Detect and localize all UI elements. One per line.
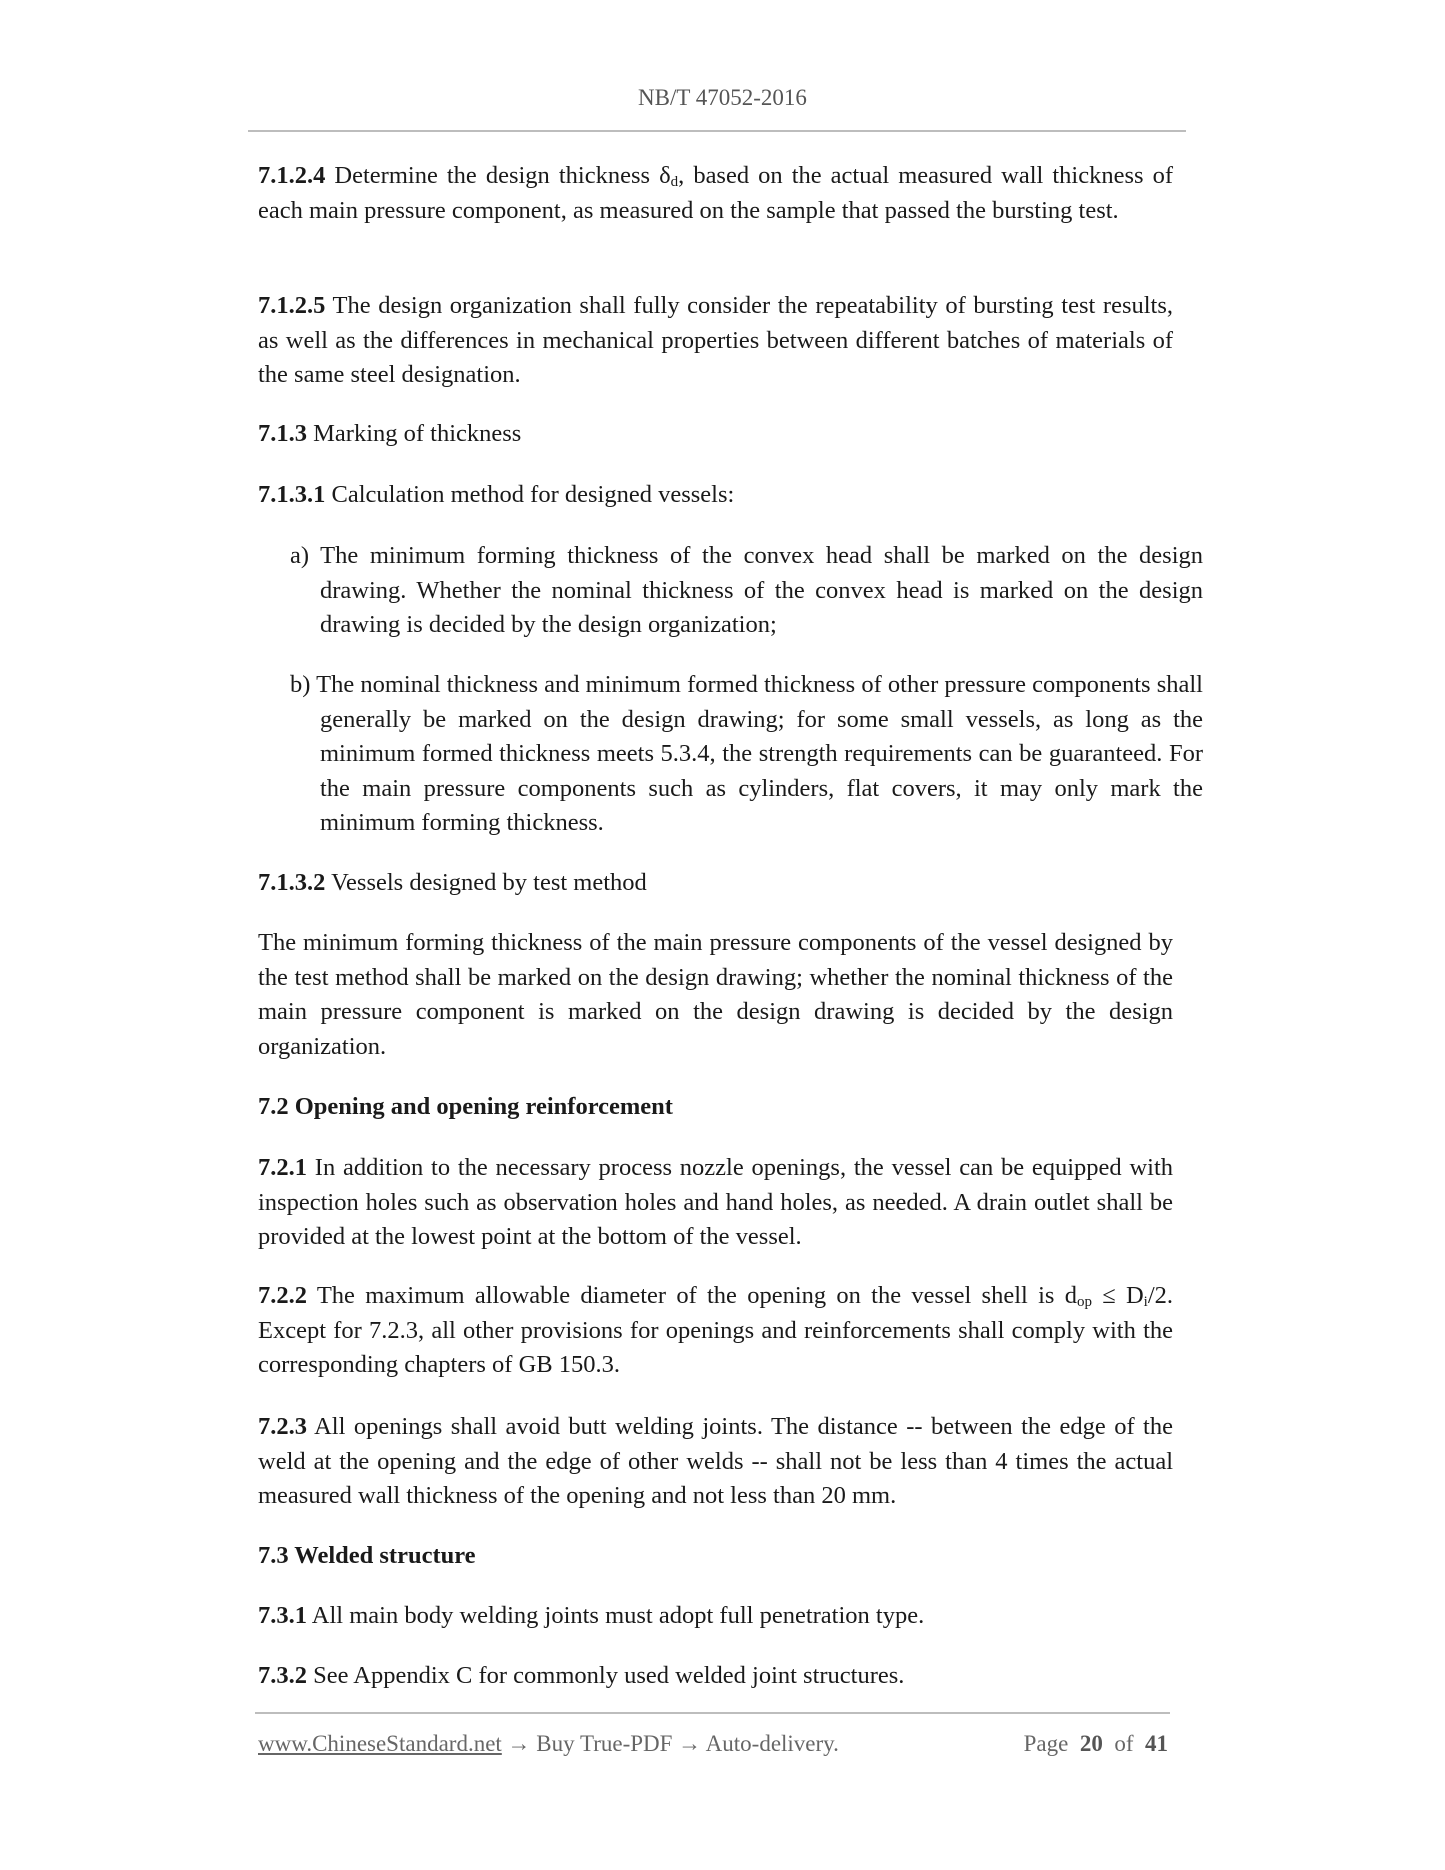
list-item-b: b) The nominal thickness and minimum formed thickness of other pressure components shall generally be marked on the design drawing; for some small vessels, as long as the minimum formed thickness meets 5.3.4, the strength requirements can be guaranteed. For the main pressure components such as cylinders, flat covers, it may only mark the minimum forming thickness. [290, 671, 1203, 837]
clause-number: 7.2.2 [258, 1282, 307, 1309]
clause-text: The design organization shall fully consider the repeatability of bursting test results, as well as the differences in mechanical properties between different batches of materials of the same steel designation. [258, 292, 1174, 389]
clause-7-1-3 [258, 417, 1173, 452]
clause-number: 7.1.3.2 [258, 869, 326, 896]
clause-number: 7.2.1 [258, 1154, 307, 1181]
clause-7-2-2 [258, 1279, 1173, 1383]
clause-7-3-2 [258, 1659, 1173, 1694]
clause-text: In addition to the necessary process nozzle openings, the vessel can be equipped with inspection holes such as observation holes and hand holes, as needed. A drain outlet shall be provided at the lowest point at the bottom of the vessel. [258, 1154, 1174, 1251]
clause-7-1-3-1 [258, 478, 1173, 513]
clause-number: 7.1.2.4 [258, 162, 326, 189]
clause-7-2-1 [258, 1151, 1173, 1255]
subscript: op [1076, 1294, 1092, 1310]
clause-7-1-3-2 [258, 866, 1173, 901]
clause-7-2-3 [258, 1410, 1173, 1514]
clause-7-1-2-5 [258, 289, 1173, 393]
clause-text: Determine the design thickness δ [334, 162, 671, 189]
subscript: d [670, 174, 679, 190]
current-page: 20 [1079, 1731, 1103, 1756]
running-header: NB/T 47052-2016 [638, 85, 807, 110]
clause-text: Vessels designed by test method [331, 869, 647, 896]
section-heading-7-3 [258, 1539, 1173, 1574]
website-link[interactable]: www.ChineseStandard.net [258, 1731, 502, 1756]
clause-text: See Appendix C for commonly used welded joint structures. [313, 1662, 905, 1689]
section-heading-7-2 [258, 1090, 1173, 1125]
heading-text: 7.3 Welded structure [258, 1542, 476, 1569]
clause-number: 7.2.3 [258, 1413, 307, 1440]
list-item-a: a) The minimum forming thickness of the convex head shall be marked on the design drawing. Whether the nominal thickness of the convex head is marked on the design drawing is decided by the design organization; [290, 542, 1203, 639]
total-pages: 41 [1145, 1731, 1168, 1756]
clause-text: /2. Except for 7.2.3, all other provisions for openings and reinforcements shall comply with the corresponding chapters of GB 150.3. [258, 1282, 1173, 1379]
clause-text: All main body welding joints must adopt full penetration type. [311, 1602, 925, 1629]
clause-number: 7.1.3 [258, 420, 307, 447]
clause-text: Calculation method for designed vessels: [331, 481, 735, 508]
heading-text: 7.2 Opening and opening reinforcement [258, 1093, 673, 1120]
footer-promo [258, 1731, 839, 1757]
clause-7-3-1 [258, 1599, 1173, 1634]
clause-7-1-2-4 [258, 159, 1173, 228]
page-number [1024, 1731, 1168, 1757]
clause-text: , based on the actual measured wall thickness of each main pressure component, as measured on the sample that passed the bursting test. [258, 162, 1173, 224]
of-label: of [1114, 1731, 1134, 1756]
clause-number: 7.1.2.5 [258, 292, 326, 319]
clause-number: 7.3.2 [258, 1662, 307, 1689]
header-divider [248, 130, 1186, 132]
clause-text: All openings shall avoid butt welding joints. The distance -- between the edge of the weld at the opening and the edge of other welds -- shall not be less than 4 times the actual measured wall thickness of the opening and not less than 20 mm. [258, 1413, 1173, 1510]
clause-text: ≤ D [1091, 1282, 1144, 1309]
subscript: i [1143, 1294, 1148, 1310]
footer-divider [255, 1712, 1170, 1714]
page-label: Page [1023, 1731, 1069, 1756]
clause-number: 7.3.1 [258, 1602, 307, 1629]
footer [258, 1731, 1168, 1757]
clause-7-1-3-2-body: The minimum forming thickness of the main pressure components of the vessel designed by the test method shall be marked on the design drawing; whether the nominal thickness of the main pressure component is marked on the design drawing is decided by the design organization. [258, 929, 1173, 1060]
promo-text: → Buy True-PDF → Auto-delivery. [501, 1731, 839, 1756]
clause-text: Marking of thickness [313, 420, 522, 447]
clause-number: 7.1.3.1 [258, 481, 326, 508]
clause-text: The maximum allowable diameter of the opening on the vessel shell is d [316, 1282, 1077, 1309]
